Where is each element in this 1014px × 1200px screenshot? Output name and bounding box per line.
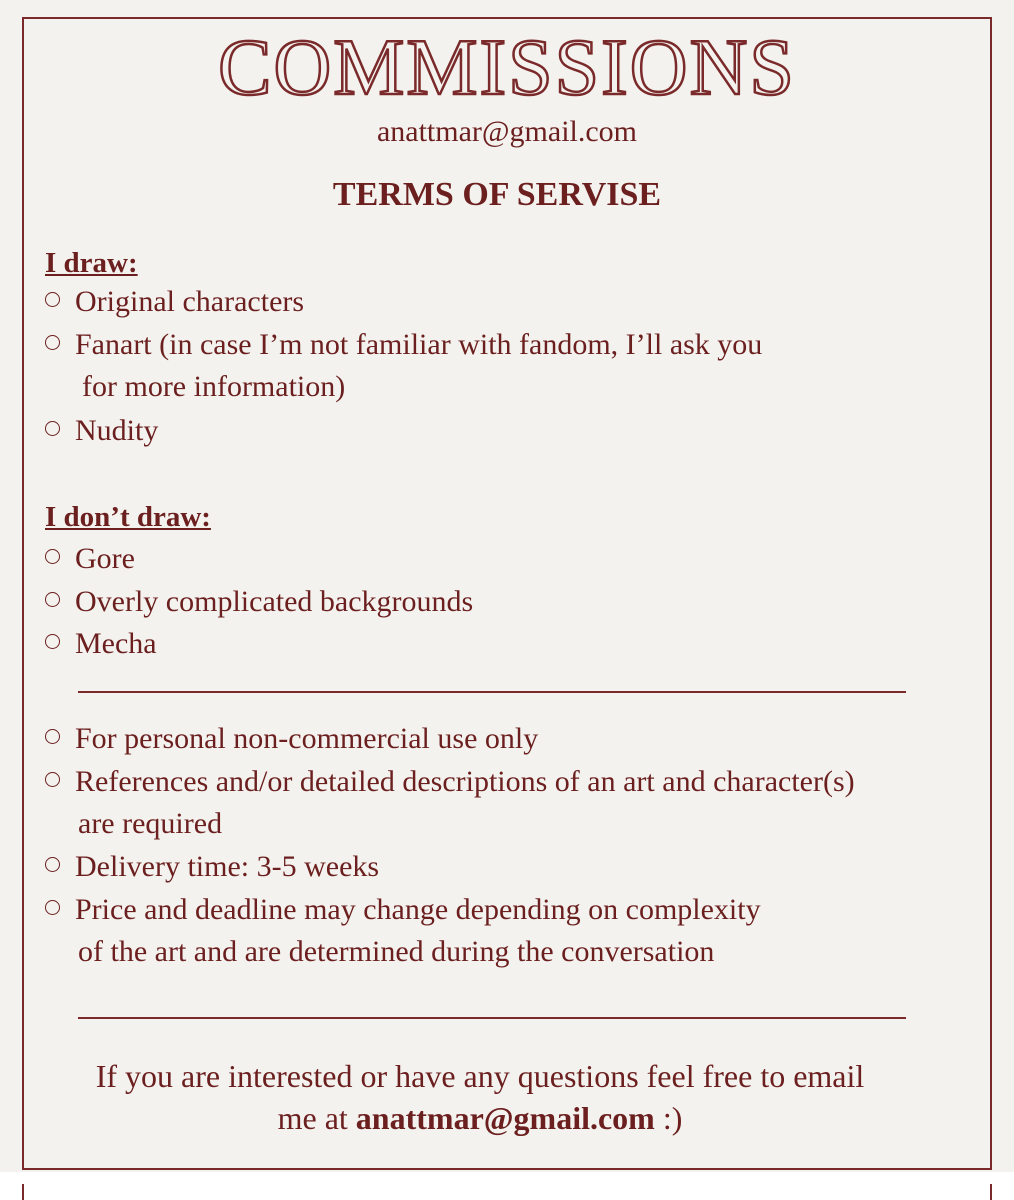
page-title: COMMISSIONS <box>218 24 796 112</box>
list-item-label: Delivery time: 3-5 weeks <box>75 850 380 883</box>
list-item-label: For personal non-commercial use only <box>75 722 539 755</box>
circle-bullet-icon <box>45 627 75 660</box>
list-item-continuation: are required <box>78 807 223 840</box>
list-item-label: Original characters <box>75 285 305 318</box>
footer-suffix: :) <box>662 1099 683 1136</box>
circle-bullet-icon <box>45 328 75 361</box>
circle-bullet-icon <box>45 722 75 755</box>
list-item <box>45 893 761 926</box>
list-item <box>45 585 473 618</box>
list-item-continuation: of the art and are determined during the conversation <box>78 935 715 968</box>
circle-bullet-icon <box>45 765 75 798</box>
list-item <box>45 722 538 755</box>
footer-email: anattmar@gmail.com <box>355 1099 655 1136</box>
border-stub <box>990 1184 992 1200</box>
list-item-label: References and/or detailed descriptions of an art and character(s) <box>75 765 855 798</box>
list-item-label: Overly complicated backgrounds <box>75 585 474 618</box>
contact-email: anattmar@gmail.com <box>376 115 638 148</box>
list-item <box>45 542 135 575</box>
circle-bullet-icon <box>45 850 75 883</box>
footer-prefix: me at <box>277 1099 348 1136</box>
list-item <box>45 765 855 798</box>
border-stub <box>22 1184 24 1200</box>
list-item-label: Fanart (in case I’m not familiar with fandom, I’ll ask you <box>75 328 763 361</box>
divider <box>78 1017 906 1019</box>
footer-line-2 <box>0 1098 960 1140</box>
footer-line-1: If you are interested or have any questions feel free to email <box>95 1058 865 1094</box>
circle-bullet-icon <box>45 893 75 926</box>
list-item-label: Price and deadline may change depending on complexity <box>75 893 761 926</box>
list-item <box>45 850 379 883</box>
list-item-continuation: for more information) <box>82 370 346 403</box>
i-draw-heading: I draw: <box>45 247 138 279</box>
circle-bullet-icon <box>45 285 75 318</box>
list-item-label: Nudity <box>75 414 159 447</box>
terms-heading: TERMS OF SERVISE <box>332 176 662 213</box>
circle-bullet-icon <box>45 585 75 618</box>
divider <box>78 691 906 693</box>
list-item-label: Mecha <box>75 627 157 660</box>
circle-bullet-icon <box>45 414 75 447</box>
list-item <box>45 285 304 318</box>
circle-bullet-icon <box>45 542 75 575</box>
list-item <box>45 414 158 447</box>
page-bleed-strip <box>0 1172 1014 1200</box>
list-item <box>45 328 762 361</box>
list-item-label: Gore <box>75 542 135 575</box>
list-item <box>45 627 157 660</box>
footer-note <box>0 1056 960 1139</box>
i-dont-draw-heading: I don’t draw: <box>45 501 211 533</box>
